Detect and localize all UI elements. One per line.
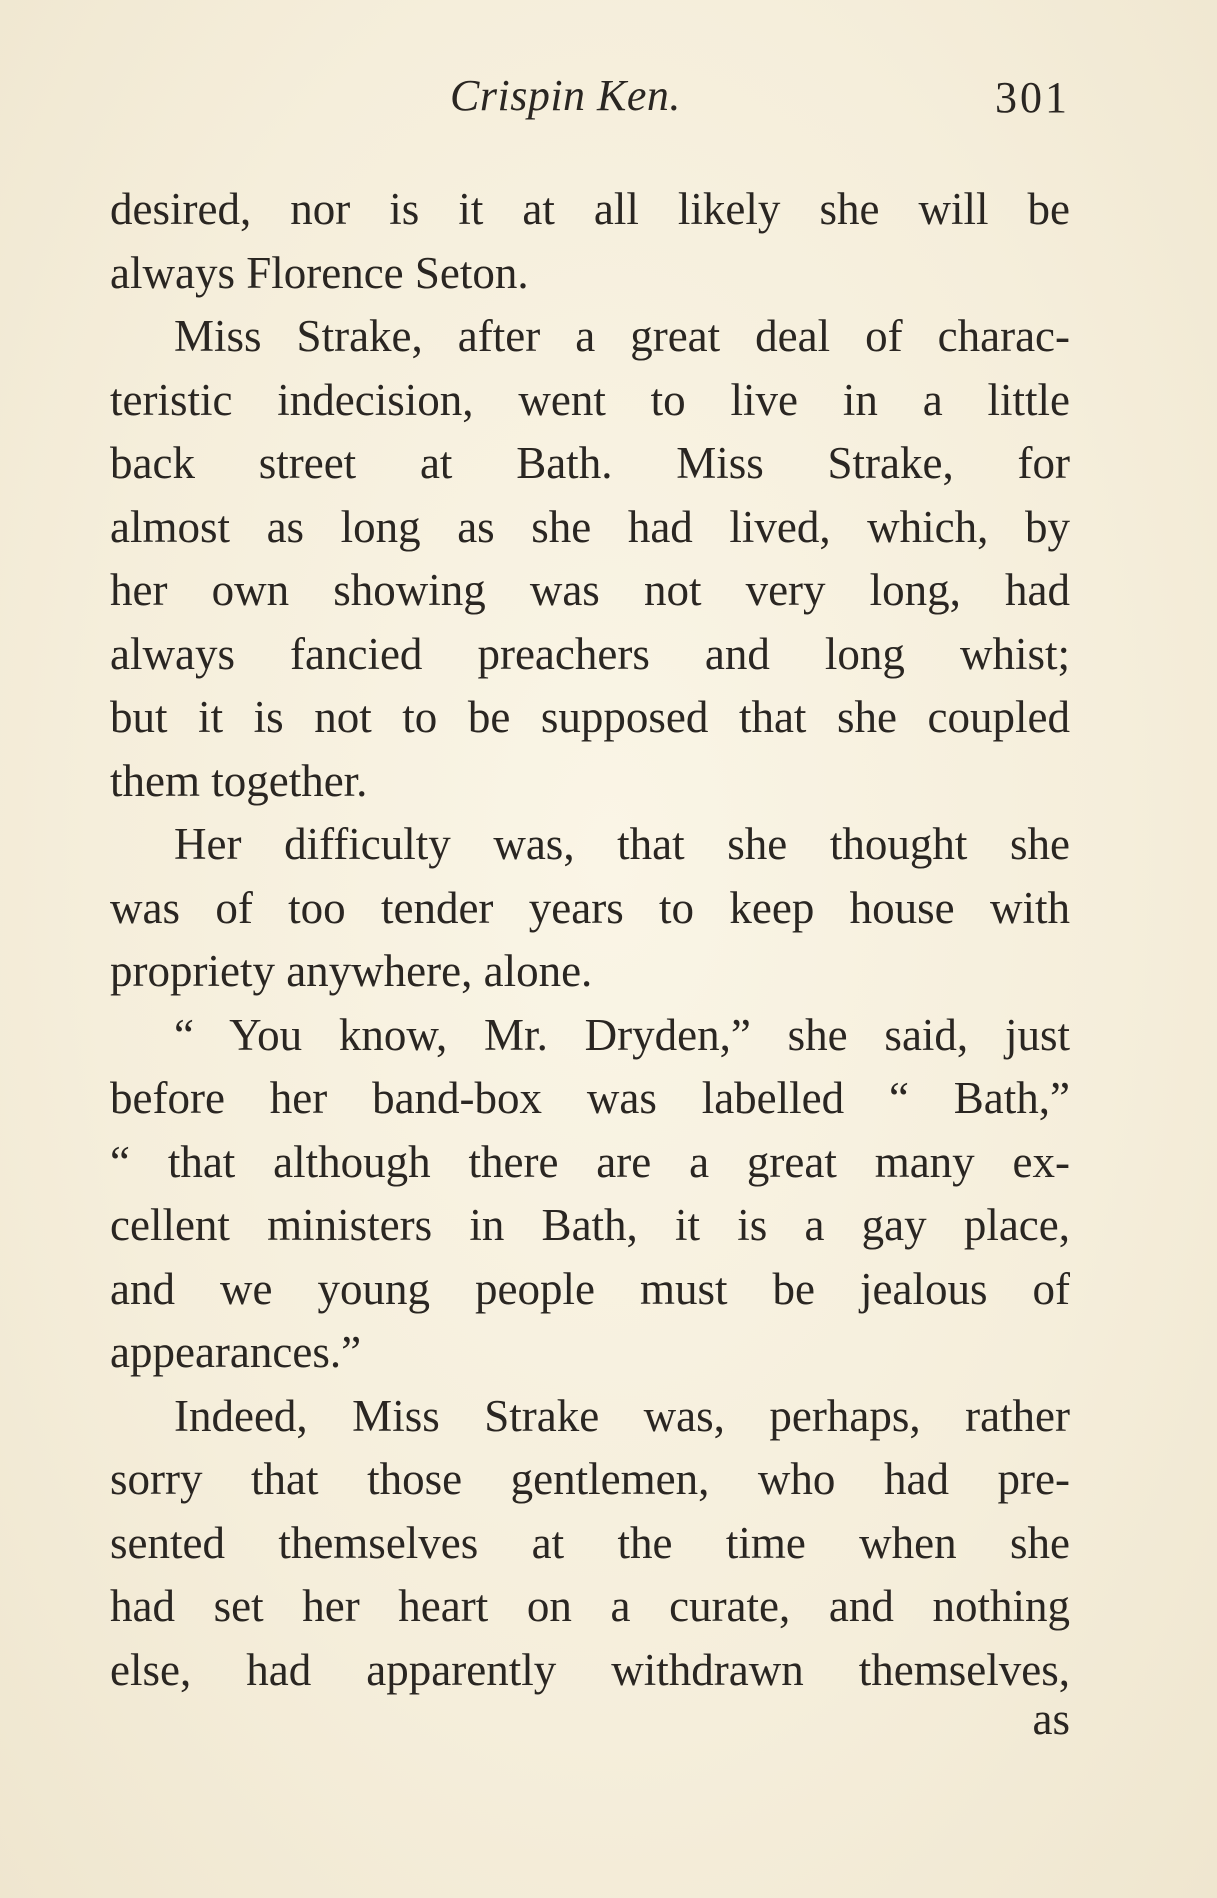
text-line: sorry that those gentlemen, who had pre-: [110, 1454, 1070, 1504]
text-line: had set her heart on a curate, and nothing: [110, 1581, 1070, 1631]
text-line: “ that although there are a great many ex-: [110, 1136, 1070, 1187]
running-head: [110, 70, 1070, 130]
text-line: them together.: [110, 755, 368, 806]
text-line: but it is not to be supposed that she coupled: [110, 692, 1070, 742]
text-line: teristic indecision, went to live in a little: [110, 374, 1070, 425]
text-line: always Florence Seton.: [110, 247, 529, 298]
text-line: and we young people must be jealous of: [110, 1263, 1070, 1314]
text-line: her own showing was not very long, had: [110, 565, 1070, 615]
text-line: always fancied preachers and long whist;: [110, 628, 1070, 679]
text-line: Her difficulty was, that she thought she: [174, 819, 1070, 869]
text-line: “ You know, Mr. Dryden,” she said, just: [174, 1009, 1070, 1060]
text-line: sented themselves at the time when she: [110, 1517, 1070, 1568]
text-line: back street at Bath. Miss Strake, for: [110, 438, 1070, 488]
text-line: before her band-box was labelled “ Bath,”: [110, 1073, 1070, 1123]
text-line: desired, nor is it at all likely she will be: [110, 184, 1070, 234]
text-line: cellent ministers in Bath, it is a gay place,: [110, 1200, 1070, 1250]
catchword: as: [1032, 1694, 1070, 1744]
text-line: almost as long as she had lived, which, by: [110, 501, 1070, 552]
running-title: Crispin Ken.: [450, 71, 681, 120]
text-line: Miss Strake, after a great deal of charac-: [174, 311, 1070, 361]
page-number: 301: [995, 73, 1070, 122]
body-text: [110, 178, 1070, 1702]
text-line: else, had apparently withdrawn themselves,: [110, 1644, 1070, 1695]
text-line: propriety anywhere, alone.: [110, 946, 593, 996]
text-line: appearances.”: [110, 1327, 362, 1377]
text-line: Indeed, Miss Strake was, perhaps, rather: [174, 1390, 1070, 1441]
text-line: was of too tender years to keep house with: [110, 882, 1070, 933]
